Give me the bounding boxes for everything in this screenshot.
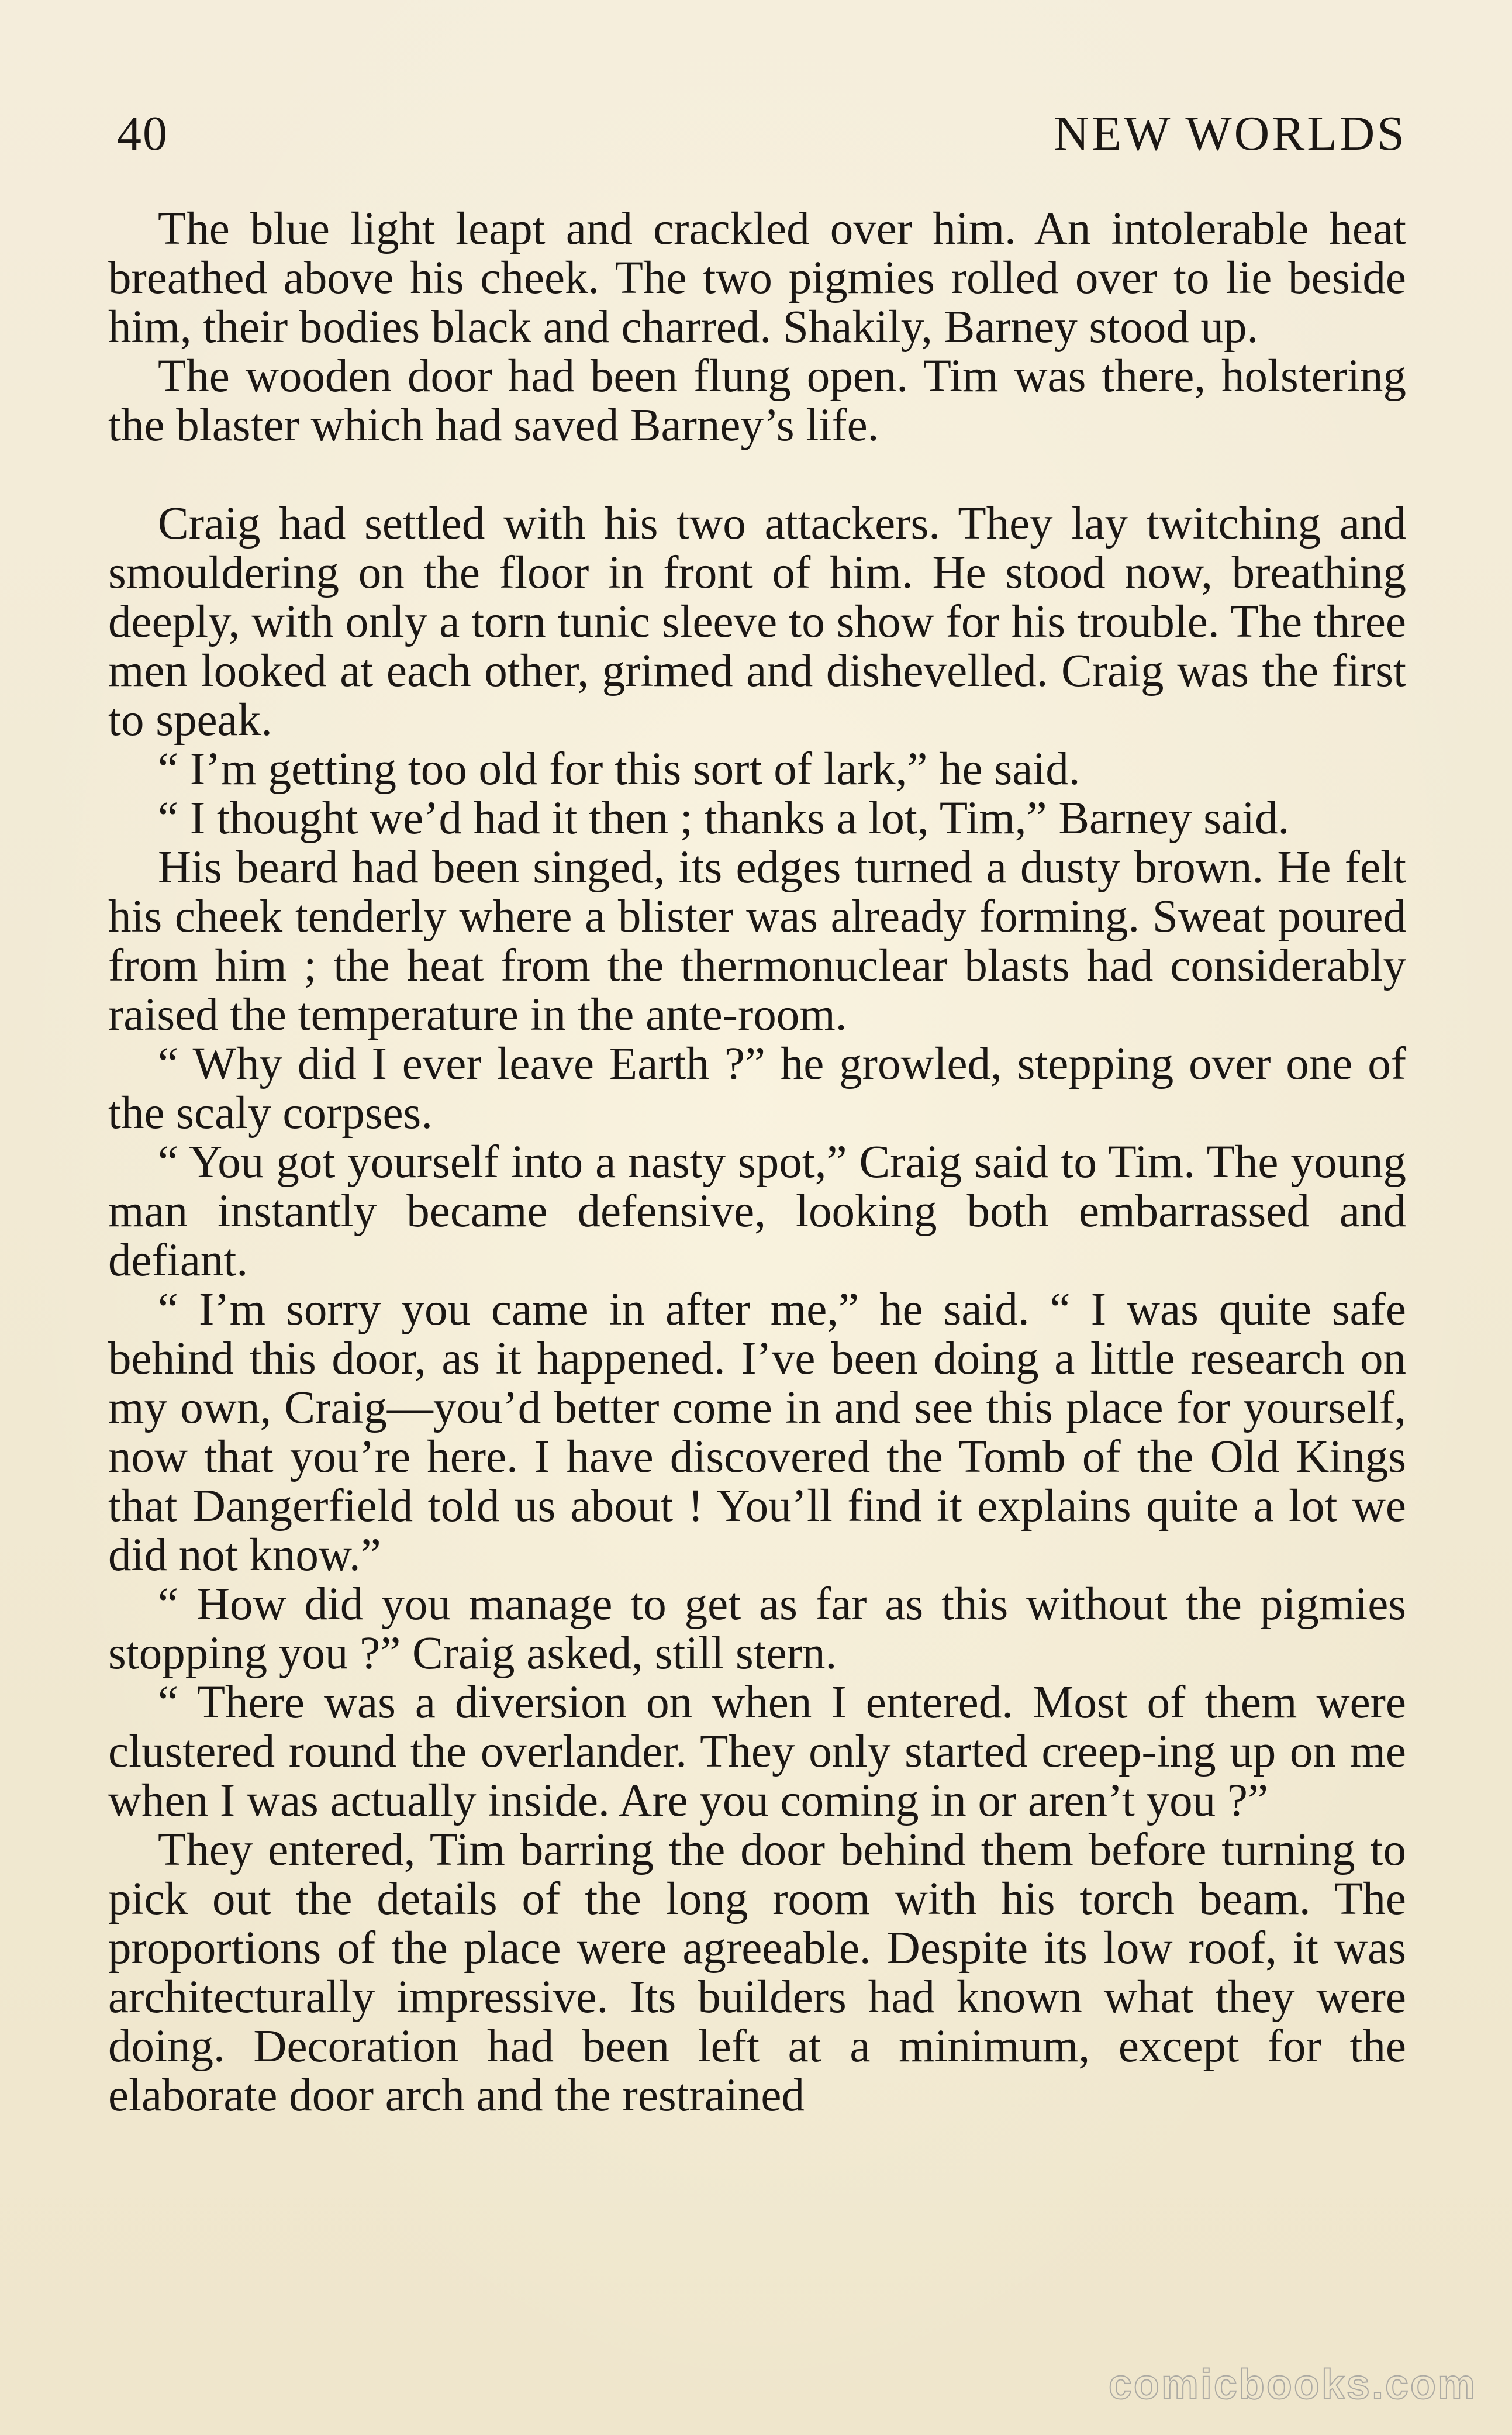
page-header: [117, 105, 1407, 164]
paragraph: “ I’m getting too old for this sort of lark,” he said.: [158, 744, 1081, 795]
paragraph: The wooden door had been flung open. Tim was there, holstering the blaster which had saved Barney’s life.: [108, 351, 1406, 451]
paragraph: “ I’m sorry you came in after me,” he said. “ I was quite safe behind this door, as it happened. I’ve been doing a little research on my own, Craig—you’d better come in and see this place for yourself, now that you’re here. I have discovered the Tomb of the Old Kings that Dangerfield told us about ! You’ll find it explains quite a lot we did not know.”: [108, 1284, 1406, 1581]
page-number: 40: [117, 106, 168, 161]
paragraph: Craig had settled with his two attackers. They lay twitching and smouldering on the floor in front of him. He stood now, breathing deeply, with only a torn tunic sleeve to show for his trouble. The three men looked at each other, grimed and dishevelled. Craig was the first to speak.: [108, 498, 1406, 746]
watermark: comicbooks.com: [1108, 2361, 1477, 2408]
paragraph: “ Why did I ever leave Earth ?” he growled, stepping over one of the scaly corpses.: [108, 1039, 1406, 1139]
paragraph: “ I thought we’d had it then ; thanks a lot, Tim,” Barney said.: [158, 793, 1290, 844]
paragraph: “ How did you manage to get as far as this without the pigmies stopping you ?” Craig asked, still stern.: [108, 1579, 1406, 1679]
running-head: NEW WORLDS: [1054, 106, 1407, 161]
paragraph: “ You got yourself into a nasty spot,” Craig said to Tim. The young man instantly became defensive, looking both embarrassed and defiant.: [108, 1137, 1406, 1286]
paragraph: “ There was a diversion on when I entered. Most of them were clustered round the overlander. They only started creep-ing up on me when I was actually inside. Are you coming in or aren’t you ?”: [108, 1677, 1406, 1826]
paragraph: His beard had been singed, its edges turned a dusty brown. He felt his cheek tenderly where a blister was already forming. Sweat poured from him ; the heat from the thermonuclear blasts had considerably raised the temperature in the ante-room.: [108, 842, 1406, 1040]
paragraph: The blue light leapt and crackled over him. An intolerable heat breathed above his cheek. The two pigmies rolled over to lie beside him, their bodies black and charred. Shakily, Barney stood up.: [108, 204, 1406, 353]
body-text: [108, 205, 1406, 2120]
paragraph: They entered, Tim barring the door behind them before turning to pick out the details of the long room with his torch beam. The proportions of the place were agreeable. Despite its low roof, it was architecturally impressive. Its builders had known what they were doing. Decoration had been left at a minimum, except for the elaborate door arch and the restrained: [108, 1824, 1406, 2121]
